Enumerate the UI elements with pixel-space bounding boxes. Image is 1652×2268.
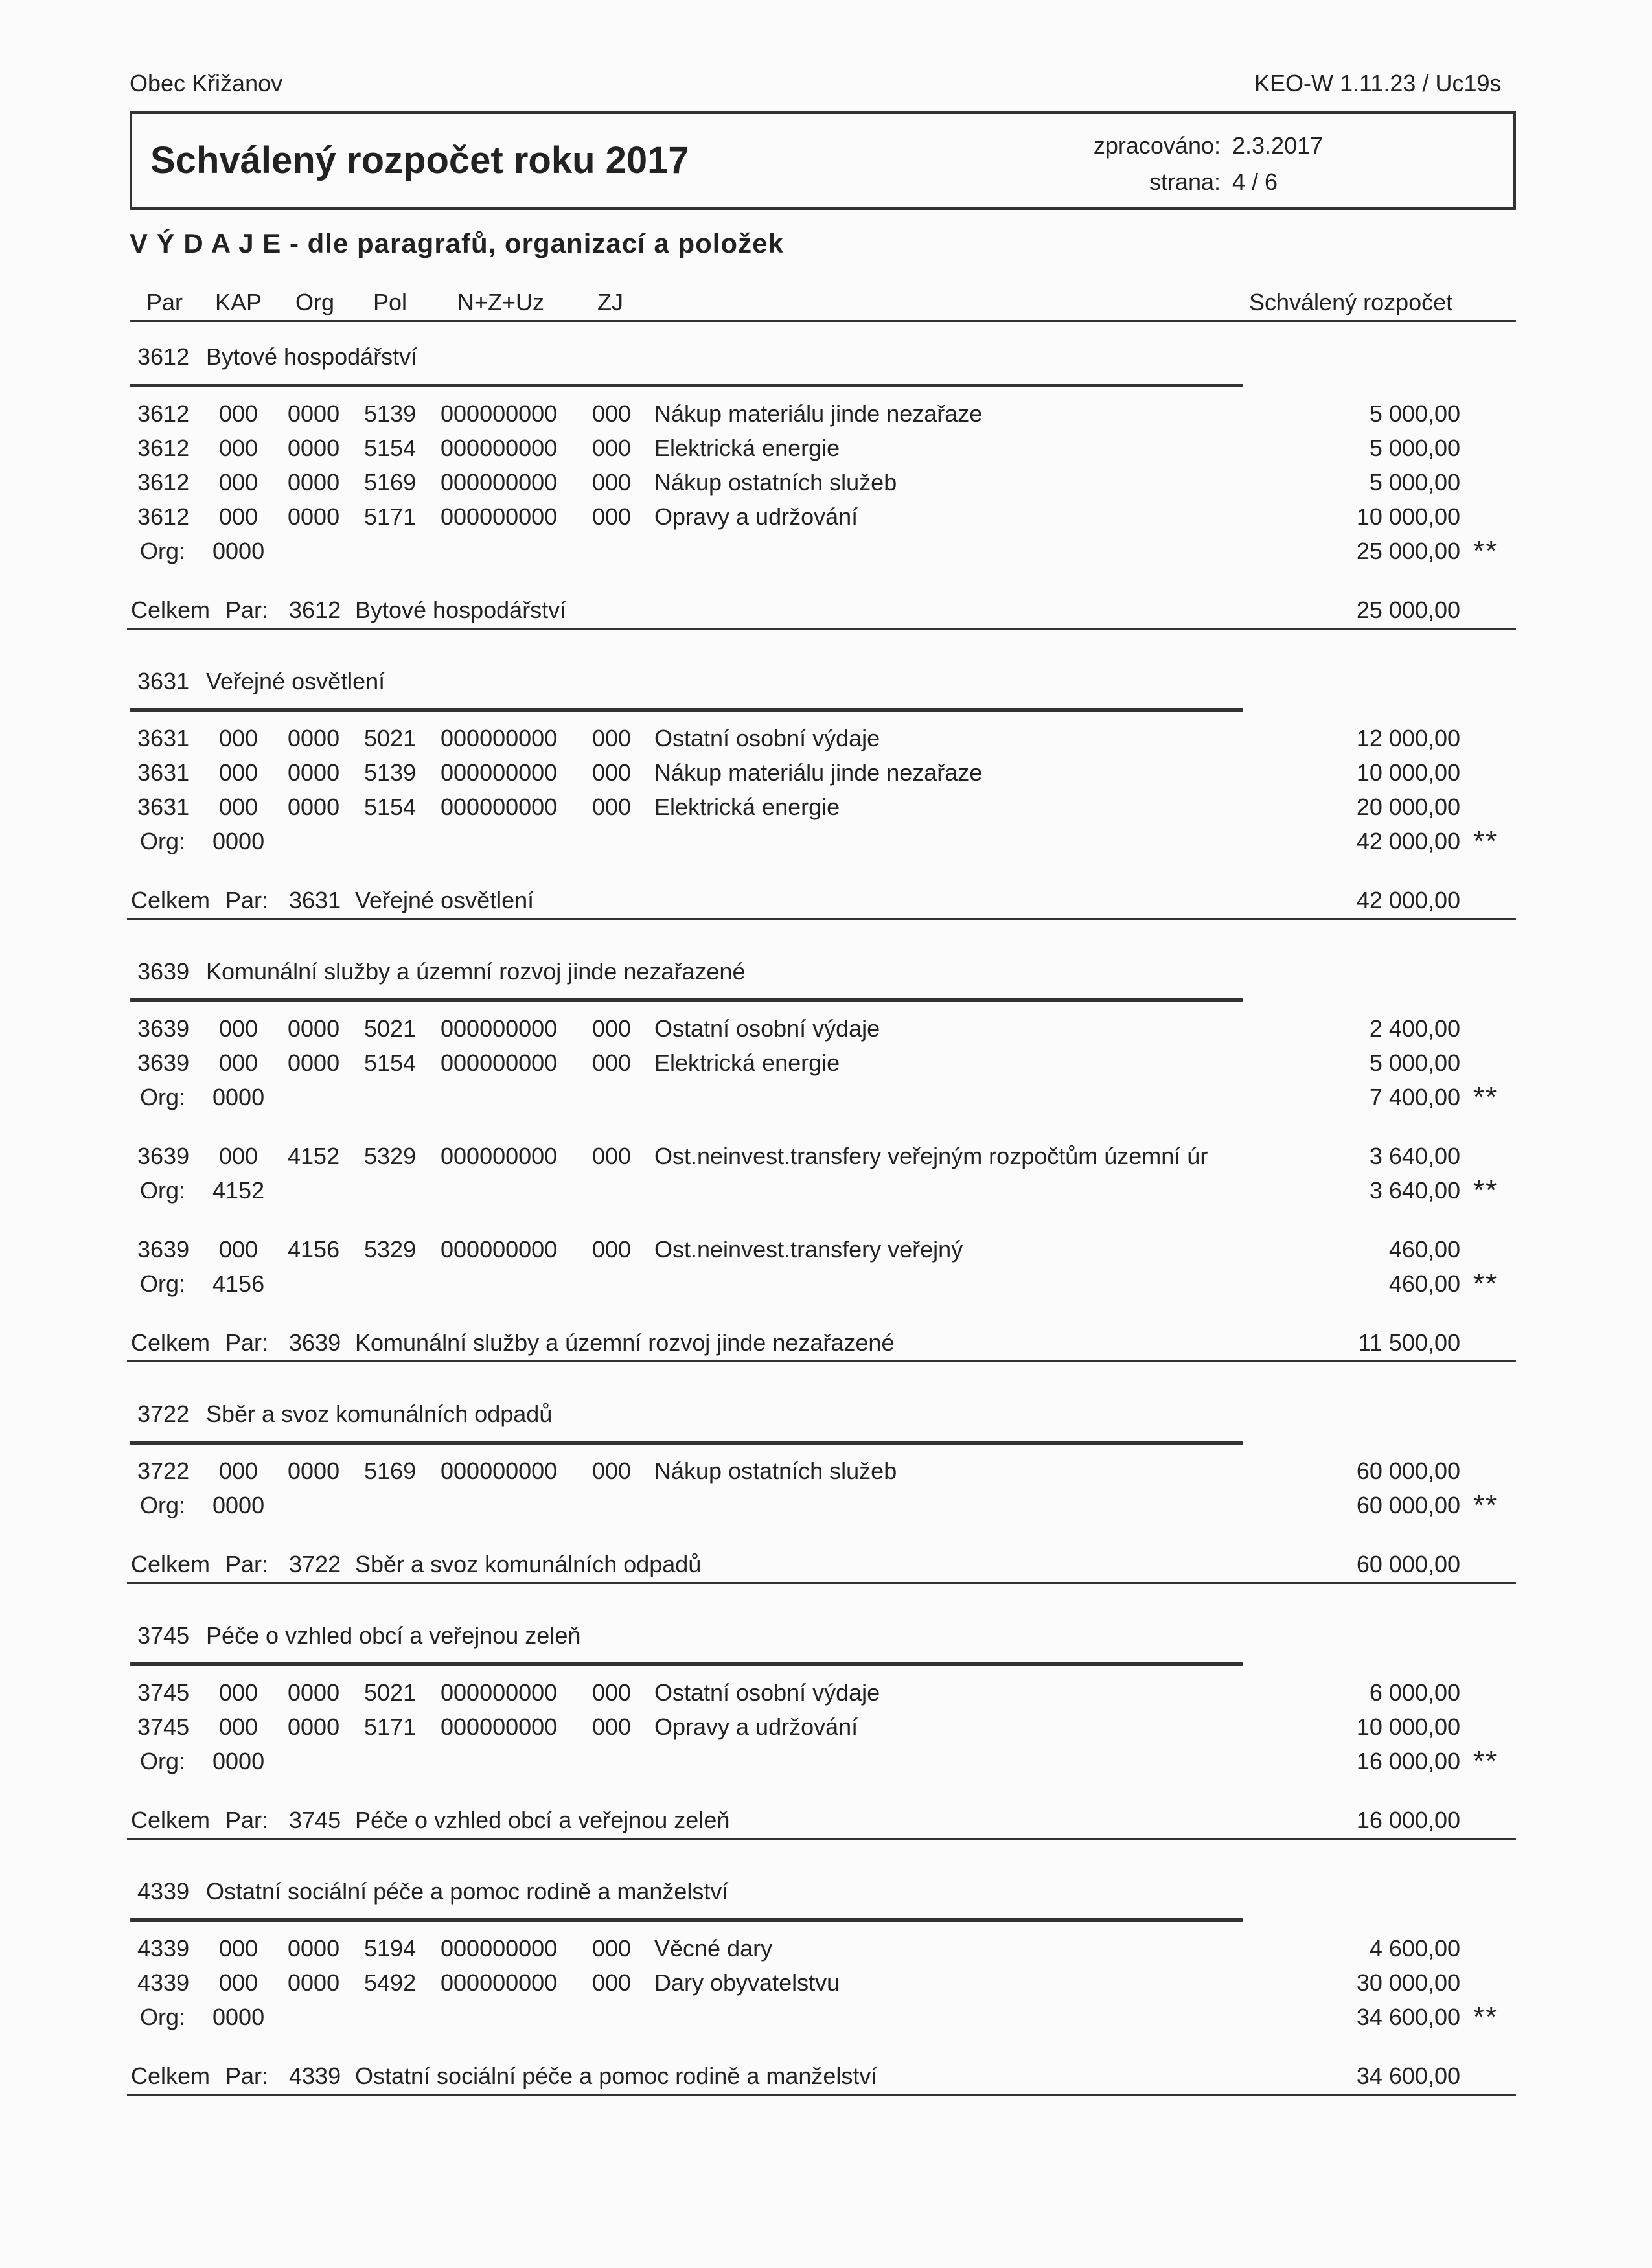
cell-par: 3722 <box>137 1458 190 1484</box>
section-rule <box>130 1918 1243 1922</box>
table-row <box>0 1969 1652 2003</box>
org-label: Org: <box>140 1084 186 1110</box>
table-row <box>0 435 1652 468</box>
section-name: Bytové hospodářství <box>206 343 418 370</box>
cell-nzuz: 000000000 <box>441 469 558 496</box>
cell-kap: 000 <box>219 1049 258 1076</box>
table-row <box>0 1935 1652 1969</box>
cell-org: 0000 <box>288 1458 340 1484</box>
table-row <box>0 400 1652 434</box>
table-row <box>0 1713 1652 1747</box>
section-name: Sběr a svoz komunálních odpadů <box>206 1401 553 1427</box>
org-subtotal-row <box>0 1489 1652 1526</box>
cell-par: 3631 <box>137 794 190 820</box>
cell-pol: 5139 <box>364 759 417 786</box>
col-header-nzuz: N+Z+Uz <box>457 289 545 315</box>
cell-nzuz: 000000000 <box>441 1236 558 1263</box>
cell-zj: 000 <box>592 1236 632 1263</box>
table-row <box>0 759 1652 793</box>
cell-zj: 000 <box>592 1458 632 1484</box>
cell-zj: 000 <box>592 1969 632 1996</box>
section-total-row <box>0 1551 1652 1585</box>
cell-kap: 000 <box>219 1015 258 1042</box>
org-label: Org: <box>140 1177 186 1204</box>
cell-par: 3745 <box>137 1679 190 1706</box>
org-code: 4152 <box>212 1177 265 1204</box>
section-name: Ostatní sociální péče a pomoc rodině a manželství <box>206 1878 729 1905</box>
cell-par: 3612 <box>137 435 190 461</box>
page-number: 4 / 6 <box>1232 168 1278 195</box>
org-subtotal-amount: 34 600,00 <box>1356 2004 1460 2030</box>
cell-zj: 000 <box>592 435 632 461</box>
section-total-row <box>0 597 1652 630</box>
cell-amount: 60 000,00 <box>1356 1458 1460 1484</box>
org-subtotal-row <box>0 825 1652 862</box>
par-label: Par: <box>225 1807 269 1833</box>
total-par: 3722 <box>289 1551 341 1577</box>
cell-par: 3612 <box>137 469 190 496</box>
cell-par: 3631 <box>137 759 190 786</box>
total-rule <box>127 2094 1516 2096</box>
subtotal-marker: ** <box>1473 1489 1498 1521</box>
section-rule <box>130 1662 1243 1666</box>
cell-org: 0000 <box>288 400 340 427</box>
cell-amount: 10 000,00 <box>1356 503 1460 530</box>
cell-text: Ost.neinvest.transfery veřejný <box>654 1236 963 1263</box>
cell-text: Opravy a udržování <box>654 503 858 530</box>
cell-text: Ostatní osobní výdaje <box>654 725 880 751</box>
cell-kap: 000 <box>219 469 258 496</box>
cell-org: 0000 <box>288 469 340 496</box>
cell-pol: 5154 <box>364 435 417 461</box>
cell-par: 3631 <box>137 725 190 751</box>
total-name: Ostatní sociální péče a pomoc rodině a manželství <box>355 2063 878 2089</box>
processed-date: 2.3.2017 <box>1232 132 1324 159</box>
total-label: Celkem <box>131 887 211 913</box>
cell-org: 0000 <box>288 435 340 461</box>
org-subtotal-amount: 60 000,00 <box>1356 1492 1460 1518</box>
cell-amount: 3 640,00 <box>1369 1143 1460 1169</box>
cell-par: 3612 <box>137 400 190 427</box>
cell-nzuz: 000000000 <box>441 1049 558 1076</box>
total-name: Sběr a svoz komunálních odpadů <box>355 1551 702 1577</box>
cell-kap: 000 <box>219 435 258 461</box>
cell-org: 0000 <box>288 1049 340 1076</box>
cell-amount: 2 400,00 <box>1369 1015 1460 1042</box>
section-total-row <box>0 2063 1652 2096</box>
cell-nzuz: 000000000 <box>441 1143 558 1169</box>
table-row <box>0 1015 1652 1049</box>
section-par: 3745 <box>137 1622 190 1649</box>
org-subtotal-amount: 3 640,00 <box>1369 1177 1460 1204</box>
cell-amount: 5 000,00 <box>1369 469 1460 496</box>
section-par: 3639 <box>137 958 190 985</box>
cell-pol: 5021 <box>364 1015 417 1042</box>
cell-nzuz: 000000000 <box>441 1458 558 1484</box>
section-total-amount: 11 500,00 <box>1358 1329 1460 1356</box>
cell-zj: 000 <box>592 1679 632 1706</box>
org-code: 0000 <box>212 1492 265 1518</box>
cell-nzuz: 000000000 <box>441 759 558 786</box>
table-row <box>0 1458 1652 1491</box>
section-total-row <box>0 1807 1652 1840</box>
section-total-amount: 60 000,00 <box>1356 1551 1460 1577</box>
col-header-org: Org <box>295 289 335 315</box>
cell-par: 3639 <box>137 1049 190 1076</box>
subtotal-marker: ** <box>1473 1268 1498 1300</box>
cell-org: 0000 <box>288 1935 340 1962</box>
table-row <box>0 1143 1652 1176</box>
subtotal-marker: ** <box>1473 2001 1498 2033</box>
section-par: 4339 <box>137 1878 190 1905</box>
section-heading <box>0 1401 1652 1434</box>
cell-par: 3639 <box>137 1236 190 1263</box>
section-heading <box>0 343 1652 377</box>
par-label: Par: <box>225 1329 269 1356</box>
cell-pol: 5154 <box>364 794 417 820</box>
org-subtotal-row <box>0 1270 1652 1304</box>
total-name: Komunální služby a územní rozvoj jinde nezařazené <box>355 1329 895 1356</box>
col-header-pol: Pol <box>373 289 407 315</box>
table-row <box>0 1236 1652 1270</box>
total-name: Bytové hospodářství <box>355 597 567 623</box>
cell-amount: 460,00 <box>1388 1236 1460 1263</box>
cell-pol: 5171 <box>364 503 417 530</box>
col-header-par: Par <box>146 289 183 315</box>
subtotal-marker: ** <box>1473 825 1498 857</box>
cell-zj: 000 <box>592 400 632 427</box>
total-rule <box>127 1582 1516 1584</box>
cell-amount: 5 000,00 <box>1369 400 1460 427</box>
cell-amount: 20 000,00 <box>1356 794 1460 820</box>
cell-zj: 000 <box>592 725 632 751</box>
cell-amount: 6 000,00 <box>1369 1679 1460 1706</box>
cell-nzuz: 000000000 <box>441 1015 558 1042</box>
section-heading <box>0 1622 1652 1656</box>
cell-amount: 12 000,00 <box>1356 725 1460 751</box>
org-code: 0000 <box>212 2004 265 2030</box>
section-total-amount: 16 000,00 <box>1356 1807 1460 1833</box>
cell-org: 0000 <box>288 1713 340 1740</box>
total-label: Celkem <box>131 2063 211 2089</box>
cell-zj: 000 <box>592 1143 632 1169</box>
subtotal-marker: ** <box>1473 535 1498 567</box>
cell-pol: 5021 <box>364 725 417 751</box>
cell-text: Nákup ostatních služeb <box>654 469 897 496</box>
cell-nzuz: 000000000 <box>441 435 558 461</box>
org-subtotal-amount: 42 000,00 <box>1356 828 1460 854</box>
section-rule <box>130 708 1243 712</box>
cell-text: Elektrická energie <box>654 794 840 820</box>
total-par: 4339 <box>289 2063 341 2089</box>
table-row <box>0 725 1652 759</box>
cell-org: 0000 <box>288 725 340 751</box>
municipality-name: Obec Křižanov <box>130 70 283 97</box>
section-total-amount: 42 000,00 <box>1356 887 1460 913</box>
par-label: Par: <box>225 887 269 913</box>
table-row <box>0 1049 1652 1083</box>
total-label: Celkem <box>131 597 211 623</box>
org-subtotal-row <box>0 535 1652 571</box>
cell-org: 0000 <box>288 794 340 820</box>
cell-par: 3639 <box>137 1143 190 1169</box>
total-rule <box>127 1360 1516 1362</box>
cell-pol: 5169 <box>364 1458 417 1484</box>
cell-pol: 5169 <box>364 469 417 496</box>
section-heading <box>0 958 1652 992</box>
cell-amount: 5 000,00 <box>1369 435 1460 461</box>
cell-text: Ostatní osobní výdaje <box>654 1679 880 1706</box>
total-rule <box>127 1838 1516 1840</box>
cell-kap: 000 <box>219 1679 258 1706</box>
cell-zj: 000 <box>592 794 632 820</box>
cell-nzuz: 000000000 <box>441 400 558 427</box>
cell-nzuz: 000000000 <box>441 1679 558 1706</box>
cell-text: Nákup materiálu jinde nezařaze <box>654 400 983 427</box>
section-total-row <box>0 887 1652 921</box>
section-name: Veřejné osvětlení <box>206 668 385 694</box>
cell-zj: 000 <box>592 1935 632 1962</box>
cell-nzuz: 000000000 <box>441 503 558 530</box>
cell-text: Elektrická energie <box>654 1049 840 1076</box>
cell-amount: 30 000,00 <box>1356 1969 1460 1996</box>
cell-text: Dary obyvatelstvu <box>654 1969 840 1996</box>
cell-par: 3639 <box>137 1015 190 1042</box>
cell-nzuz: 000000000 <box>441 794 558 820</box>
org-code: 0000 <box>212 538 265 564</box>
cell-zj: 000 <box>592 1713 632 1740</box>
cell-pol: 5139 <box>364 400 417 427</box>
section-total-amount: 34 600,00 <box>1356 2063 1460 2089</box>
app-version: KEO-W 1.11.23 / Uc19s <box>1254 70 1502 97</box>
cell-nzuz: 000000000 <box>441 1969 558 1996</box>
org-code: 4156 <box>212 1270 265 1297</box>
cell-nzuz: 000000000 <box>441 725 558 751</box>
org-subtotal-row <box>0 1174 1652 1211</box>
cell-org: 0000 <box>288 759 340 786</box>
cell-amount: 4 600,00 <box>1369 1935 1460 1962</box>
cell-zj: 000 <box>592 759 632 786</box>
org-label: Org: <box>140 1748 186 1774</box>
cell-text: Ostatní osobní výdaje <box>654 1015 880 1042</box>
cell-org: 0000 <box>288 1015 340 1042</box>
org-code: 0000 <box>212 1084 265 1110</box>
cell-kap: 000 <box>219 400 258 427</box>
section-total-row <box>0 1329 1652 1363</box>
cell-zj: 000 <box>592 469 632 496</box>
report-subtitle: V Ý D A J E - dle paragrafů, organizací a položek <box>130 228 784 258</box>
cell-kap: 000 <box>219 1236 258 1263</box>
cell-kap: 000 <box>219 503 258 530</box>
page-label: strana: <box>1149 168 1221 195</box>
cell-pol: 5194 <box>364 1935 417 1962</box>
table-row <box>0 503 1652 537</box>
total-par: 3639 <box>289 1329 341 1356</box>
cell-kap: 000 <box>219 1969 258 1996</box>
cell-org: 0000 <box>288 503 340 530</box>
col-header-kap: KAP <box>215 289 262 315</box>
section-par: 3631 <box>137 668 190 694</box>
table-row <box>0 469 1652 503</box>
org-subtotal-row <box>0 1081 1652 1117</box>
section-rule <box>130 998 1243 1002</box>
org-code: 0000 <box>212 828 265 854</box>
org-label: Org: <box>140 828 186 854</box>
cell-pol: 5154 <box>364 1049 417 1076</box>
total-label: Celkem <box>131 1551 211 1577</box>
section-name: Komunální služby a územní rozvoj jinde nezařazené <box>206 958 746 985</box>
cell-nzuz: 000000000 <box>441 1713 558 1740</box>
par-label: Par: <box>225 1551 269 1577</box>
cell-zj: 000 <box>592 503 632 530</box>
org-subtotal-amount: 460,00 <box>1388 1270 1460 1297</box>
cell-amount: 10 000,00 <box>1356 759 1460 786</box>
total-rule <box>127 628 1516 630</box>
total-label: Celkem <box>131 1329 211 1356</box>
total-rule <box>127 918 1516 920</box>
cell-kap: 000 <box>219 794 258 820</box>
cell-kap: 000 <box>219 725 258 751</box>
table-row <box>0 1679 1652 1713</box>
cell-par: 4339 <box>137 1969 190 1996</box>
cell-par: 3612 <box>137 503 190 530</box>
cell-pol: 5492 <box>364 1969 417 1996</box>
org-label: Org: <box>140 1492 186 1518</box>
cell-pol: 5171 <box>364 1713 417 1740</box>
cell-amount: 10 000,00 <box>1356 1713 1460 1740</box>
org-label: Org: <box>140 1270 186 1297</box>
title-box <box>130 111 1516 210</box>
par-label: Par: <box>225 2063 269 2089</box>
cell-text: Nákup ostatních služeb <box>654 1458 897 1484</box>
total-label: Celkem <box>131 1807 211 1833</box>
section-name: Péče o vzhled obcí a veřejnou zeleň <box>206 1622 581 1649</box>
cell-nzuz: 000000000 <box>441 1935 558 1962</box>
cell-org: 4156 <box>288 1236 340 1263</box>
org-subtotal-amount: 25 000,00 <box>1356 538 1460 564</box>
org-subtotal-row <box>0 2001 1652 2037</box>
col-header-zj: ZJ <box>597 289 623 315</box>
subtotal-marker: ** <box>1473 1174 1498 1206</box>
org-code: 0000 <box>212 1748 265 1774</box>
section-par: 3612 <box>137 343 190 370</box>
section-par: 3722 <box>137 1401 190 1427</box>
section-heading <box>0 1878 1652 1912</box>
cell-kap: 000 <box>219 1935 258 1962</box>
cell-kap: 000 <box>219 1143 258 1169</box>
cell-text: Elektrická energie <box>654 435 840 461</box>
cell-text: Nákup materiálu jinde nezařaze <box>654 759 983 786</box>
cell-kap: 000 <box>219 759 258 786</box>
cell-text: Věcné dary <box>654 1935 773 1962</box>
org-subtotal-amount: 16 000,00 <box>1356 1748 1460 1774</box>
total-par: 3612 <box>289 597 341 623</box>
cell-org: 4152 <box>288 1143 340 1169</box>
cell-zj: 000 <box>592 1049 632 1076</box>
cell-pol: 5021 <box>364 1679 417 1706</box>
page-title: Schválený rozpočet roku 2017 <box>150 139 689 181</box>
cell-pol: 5329 <box>364 1143 417 1169</box>
section-total-amount: 25 000,00 <box>1356 597 1460 623</box>
processed-label: zpracováno: <box>1093 132 1221 159</box>
cell-org: 0000 <box>288 1969 340 1996</box>
cell-amount: 5 000,00 <box>1369 1049 1460 1076</box>
cell-pol: 5329 <box>364 1236 417 1263</box>
total-par: 3631 <box>289 887 341 913</box>
cell-kap: 000 <box>219 1713 258 1740</box>
cell-kap: 000 <box>219 1458 258 1484</box>
col-header-amount: Schválený rozpočet <box>1249 289 1453 315</box>
org-subtotal-row <box>0 1745 1652 1781</box>
cell-org: 0000 <box>288 1679 340 1706</box>
org-subtotal-amount: 7 400,00 <box>1369 1084 1460 1110</box>
section-heading <box>0 668 1652 702</box>
cell-text: Opravy a udržování <box>654 1713 858 1740</box>
total-par: 3745 <box>289 1807 341 1833</box>
total-name: Péče o vzhled obcí a veřejnou zeleň <box>355 1807 730 1833</box>
total-name: Veřejné osvětlení <box>355 887 534 913</box>
subtotal-marker: ** <box>1473 1745 1498 1777</box>
cell-par: 4339 <box>137 1935 190 1962</box>
header-rule <box>130 320 1516 322</box>
cell-zj: 000 <box>592 1015 632 1042</box>
section-rule <box>130 384 1243 387</box>
section-rule <box>130 1441 1243 1445</box>
cell-text: Ost.neinvest.transfery veřejným rozpočtům územní úr <box>654 1143 1208 1169</box>
subtotal-marker: ** <box>1473 1081 1498 1113</box>
org-label: Org: <box>140 538 186 564</box>
table-row <box>0 794 1652 827</box>
org-label: Org: <box>140 2004 186 2030</box>
par-label: Par: <box>225 597 269 623</box>
cell-par: 3745 <box>137 1713 190 1740</box>
